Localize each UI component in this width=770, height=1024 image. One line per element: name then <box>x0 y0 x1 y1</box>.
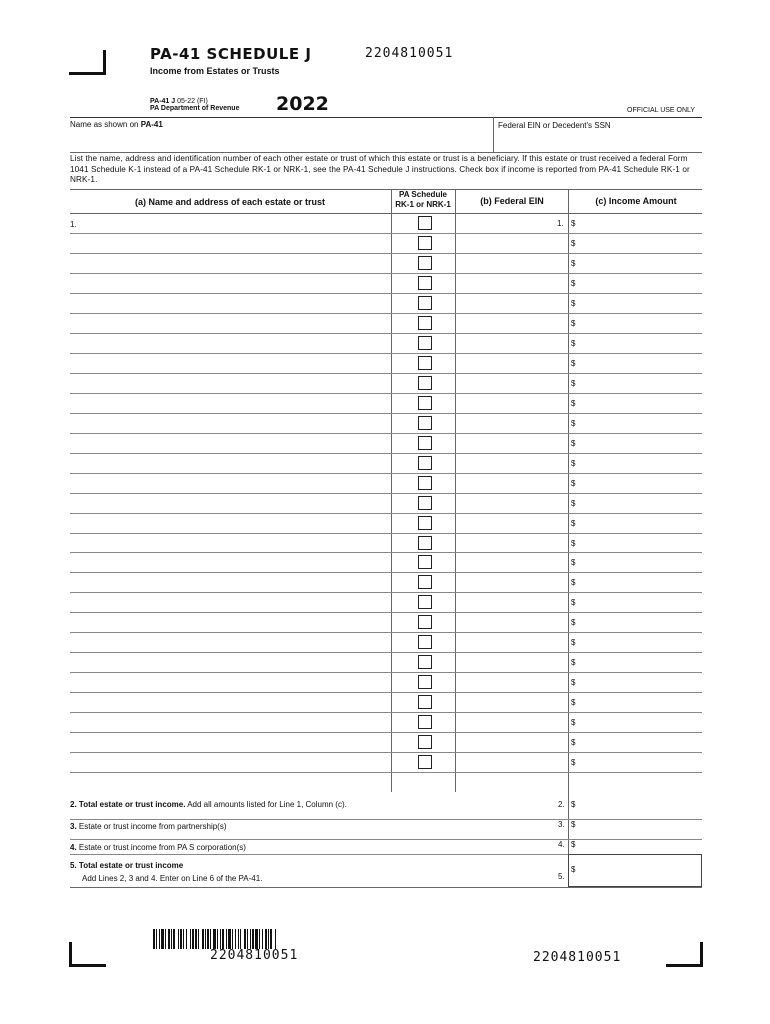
table-row[interactable] <box>70 693 702 713</box>
table-row[interactable] <box>70 214 702 234</box>
line-2-total[interactable] <box>70 800 702 820</box>
form-subtitle: Income from Estates or Trusts <box>150 66 280 76</box>
table-row[interactable] <box>70 414 702 434</box>
totals-bottom-rule <box>70 887 702 888</box>
tax-year: 2022 <box>276 93 329 115</box>
official-use-label: OFFICIAL USE ONLY <box>627 107 696 114</box>
rk1-checkbox[interactable] <box>418 735 432 749</box>
table-row[interactable] <box>70 294 702 314</box>
income-dollar-sign: $ <box>571 538 576 548</box>
rk1-checkbox[interactable] <box>418 655 432 669</box>
line-1-number: 1. <box>70 220 77 229</box>
line-3-number: 3. <box>558 820 565 829</box>
rk1-checkbox[interactable] <box>418 575 432 589</box>
income-dollar-sign: $ <box>571 298 576 308</box>
table-row[interactable] <box>70 434 702 454</box>
line-2-label <box>70 800 347 809</box>
rk1-checkbox[interactable] <box>418 396 432 410</box>
rk1-checkbox[interactable] <box>418 436 432 450</box>
line-4-label-bold: 4. <box>70 843 77 852</box>
line-4-dollar: $ <box>571 840 576 849</box>
income-dollar-sign: $ <box>571 518 576 528</box>
line-5-label-bold: 5. Total estate or trust income <box>70 861 184 870</box>
line-3-dollar: $ <box>571 820 576 829</box>
line-3-label-rest: Estate or trust income from partnership(s) <box>76 822 227 831</box>
line-5-dollar: $ <box>571 865 576 874</box>
income-dollar-sign: $ <box>571 358 576 368</box>
line-4-label-rest: Estate or trust income from PA S corporation(s) <box>76 843 246 852</box>
income-dollar-sign: $ <box>571 478 576 488</box>
column-header-top-rule <box>70 189 702 190</box>
line-2-label-bold: 2. Total estate or trust income. <box>70 800 186 809</box>
income-dollar-sign: $ <box>571 318 576 328</box>
table-row[interactable] <box>70 593 702 613</box>
table-row[interactable] <box>70 753 702 773</box>
table-row[interactable] <box>70 254 702 274</box>
column-pa-schedule-header <box>392 190 454 210</box>
rk1-checkbox[interactable] <box>418 755 432 769</box>
table-row[interactable] <box>70 314 702 334</box>
table-row[interactable] <box>70 334 702 354</box>
income-dollar-sign: $ <box>571 378 576 388</box>
line-3-label <box>70 822 227 831</box>
line-3-partnership[interactable] <box>70 820 702 840</box>
income-dollar-sign: $ <box>571 498 576 508</box>
income-dollar-sign: $ <box>571 618 576 628</box>
corner-mark-top-left <box>69 50 106 75</box>
table-row[interactable] <box>70 633 702 653</box>
rk1-checkbox[interactable] <box>418 256 432 270</box>
table-row[interactable] <box>70 534 702 554</box>
table-row[interactable] <box>70 274 702 294</box>
line-1-entries <box>70 214 702 773</box>
corner-mark-bottom-right <box>666 942 703 967</box>
table-row[interactable] <box>70 454 702 474</box>
name-field-label: Name as shown on <box>70 120 141 129</box>
line-2-label-rest: Add all amounts listed for Line 1, Column (c). <box>185 800 347 809</box>
rk1-checkbox[interactable] <box>418 516 432 530</box>
rk1-checkbox[interactable] <box>418 496 432 510</box>
barcode-text: 2204810051 <box>210 948 299 963</box>
rk1-checkbox[interactable] <box>418 675 432 689</box>
line-5-box <box>568 854 702 887</box>
line-2-number: 2. <box>558 800 565 809</box>
name-ein-divider <box>493 117 494 152</box>
rk1-checkbox[interactable] <box>418 236 432 250</box>
rk1-checkbox[interactable] <box>418 276 432 290</box>
line-3-label-bold: 3. <box>70 822 77 831</box>
rk1-checkbox[interactable] <box>418 296 432 310</box>
income-dollar-sign: $ <box>571 598 576 608</box>
corner-mark-bottom-left <box>69 942 106 967</box>
income-dollar-sign: $ <box>571 558 576 568</box>
column-b-header: (b) Federal EIN <box>480 196 544 206</box>
income-dollar-sign: $ <box>571 698 576 708</box>
name-box-bottom-rule <box>70 152 702 153</box>
pa-schedule-header-line1: PA Schedule <box>398 190 447 199</box>
rk1-checkbox[interactable] <box>418 376 432 390</box>
income-dollar-sign: $ <box>571 238 576 248</box>
table-row[interactable] <box>70 653 702 673</box>
table-row[interactable] <box>70 733 702 753</box>
rk1-checkbox[interactable] <box>418 595 432 609</box>
income-dollar-sign: $ <box>571 438 576 448</box>
line-4-number: 4. <box>558 840 565 849</box>
line-1-ref: 1. <box>557 219 564 228</box>
line-5-sublabel: Add Lines 2, 3 and 4. Enter on Line 6 of the PA-41. <box>82 874 263 883</box>
table-row[interactable] <box>70 573 702 593</box>
ein-field-label: Federal EIN or Decedent's SSN <box>498 121 611 130</box>
table-row[interactable] <box>70 494 702 514</box>
form-title: PA-41 SCHEDULE J <box>150 45 312 63</box>
income-dollar-sign: $ <box>571 758 576 768</box>
rk1-checkbox[interactable] <box>418 715 432 729</box>
line-4-label <box>70 843 246 852</box>
income-dollar-sign: $ <box>571 658 576 668</box>
rk1-checkbox[interactable] <box>418 316 432 330</box>
barcode <box>153 929 363 949</box>
line-2-dollar: $ <box>571 800 576 809</box>
table-row[interactable] <box>70 713 702 733</box>
income-dollar-sign: $ <box>571 418 576 428</box>
rk1-checkbox[interactable] <box>418 635 432 649</box>
line-5-label <box>70 861 183 870</box>
table-row[interactable] <box>70 514 702 534</box>
income-dollar-sign: $ <box>571 458 576 468</box>
scan-code-top: 2204810051 <box>365 46 454 61</box>
table-row[interactable] <box>70 613 702 633</box>
income-dollar-sign: $ <box>571 578 576 588</box>
income-dollar-sign: $ <box>571 638 576 648</box>
rk1-checkbox[interactable] <box>418 555 432 569</box>
table-row[interactable] <box>70 374 702 394</box>
income-dollar-sign: $ <box>571 718 576 728</box>
name-field-label-form: PA-41 <box>140 120 163 129</box>
income-dollar-sign: $ <box>571 678 576 688</box>
table-row[interactable] <box>70 354 702 374</box>
table-row[interactable] <box>70 553 702 573</box>
rk1-checkbox[interactable] <box>418 536 432 550</box>
rk1-checkbox[interactable] <box>418 416 432 430</box>
rk1-checkbox[interactable] <box>418 456 432 470</box>
rk1-checkbox[interactable] <box>418 356 432 370</box>
income-dollar-sign: $ <box>571 398 576 408</box>
income-dollar-sign: $ <box>571 258 576 268</box>
income-dollar-sign: $ <box>571 219 576 228</box>
rk1-checkbox[interactable] <box>418 216 432 230</box>
rk1-checkbox[interactable] <box>418 695 432 709</box>
column-c-header: (c) Income Amount <box>595 196 677 206</box>
line-4-s-corporation[interactable] <box>70 840 702 855</box>
name-box-top-rule <box>70 117 702 118</box>
table-row[interactable] <box>70 673 702 693</box>
scan-code-bottom: 2204810051 <box>533 950 622 965</box>
form-code-id: PA-41 J <box>150 98 176 105</box>
income-dollar-sign: $ <box>571 738 576 748</box>
rk1-checkbox[interactable] <box>418 476 432 490</box>
rk1-checkbox[interactable] <box>418 615 432 629</box>
instructions-text: List the name, address and identification number of each other estate or trust of which this estate or trust is a beneficiary. If this estate or trust received a federal Form 1041 Schedule K-1 instead of a PA-41 Schedule RK-1 or NRK-1, see the PA-41 Schedule J instructions. Check box if income is reported from PA-41 Schedule RK-1 or NRK-1. <box>70 154 690 184</box>
table-row[interactable] <box>70 474 702 494</box>
ein-field[interactable] <box>498 121 702 151</box>
form-code <box>150 98 208 105</box>
form-revision: 05-22 (FI) <box>177 98 208 105</box>
table-row[interactable] <box>70 394 702 414</box>
line-5-number: 5. <box>558 872 565 881</box>
name-field[interactable] <box>70 120 492 150</box>
rk1-checkbox[interactable] <box>418 336 432 350</box>
column-a-header: (a) Name and address of each estate or trust <box>134 197 326 207</box>
pa-schedule-header-line2: RK-1 or NRK-1 <box>395 200 451 209</box>
income-dollar-sign: $ <box>571 278 576 288</box>
department-name: PA Department of Revenue <box>150 105 240 112</box>
barcode-bar <box>276 929 277 949</box>
income-dollar-sign: $ <box>571 338 576 348</box>
table-row[interactable] <box>70 234 702 254</box>
